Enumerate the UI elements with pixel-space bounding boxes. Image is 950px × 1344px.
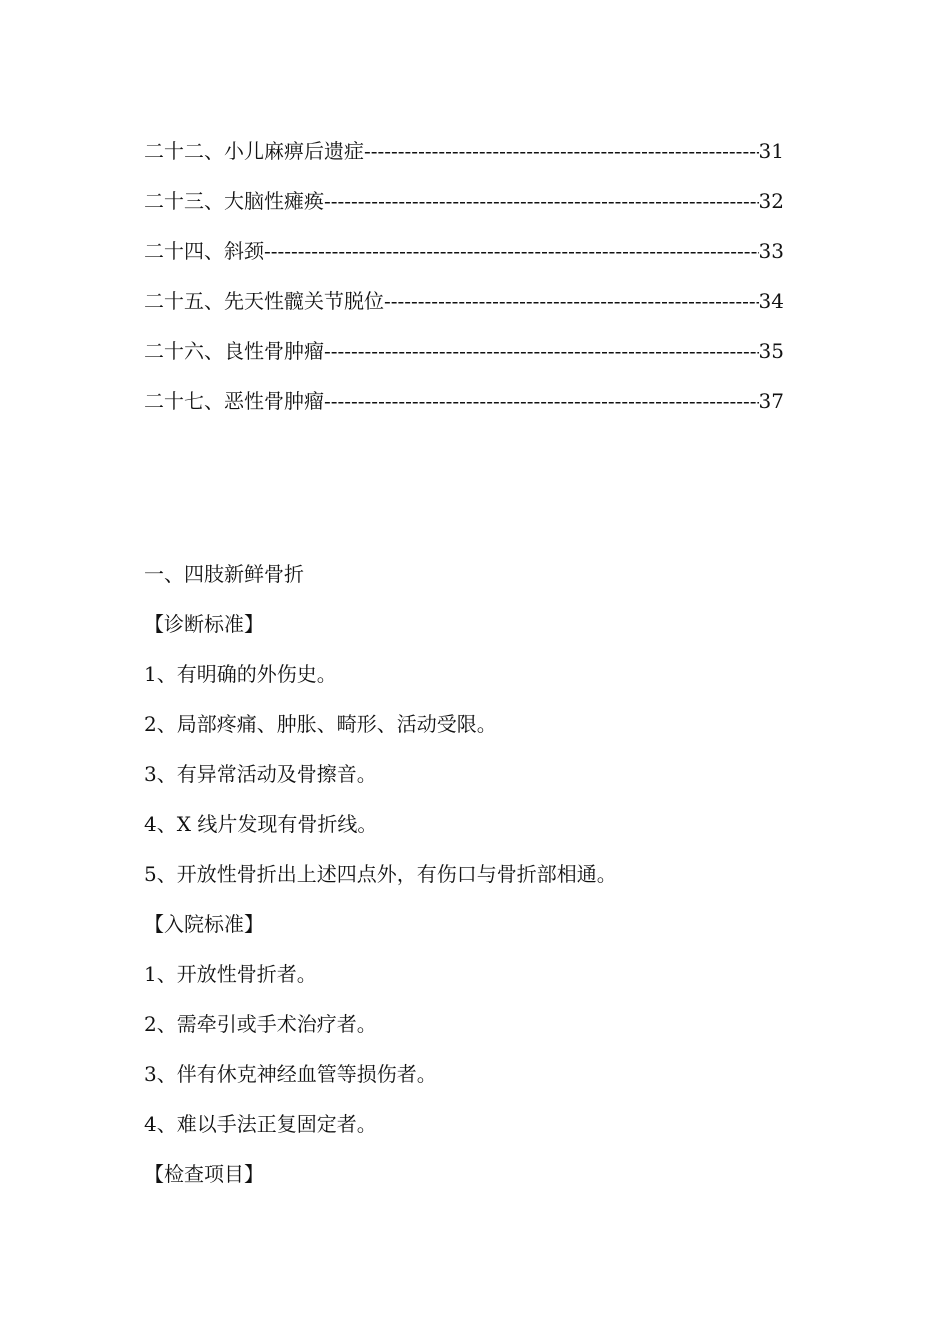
toc-dot-leader [384, 283, 759, 319]
diagnosis-heading: 【诊断标准】 [144, 612, 264, 636]
toc-dot-leader [264, 233, 759, 269]
toc-entry-page: 37 [758, 389, 784, 413]
toc-dot-leader [324, 183, 759, 219]
exam-heading: 【检查项目】 [144, 1162, 264, 1186]
toc-dot-leader [364, 133, 759, 169]
diagnosis-item: 5、开放性骨折出上述四点外，有伤口与骨折部相通。 [144, 862, 617, 886]
toc-entry-label: 二十三、大脑性瘫痪 [144, 189, 324, 213]
admission-item: 3、伴有休克神经血管等损伤者。 [144, 1062, 437, 1086]
diagnosis-item: 1、有明确的外伤史。 [144, 662, 337, 686]
toc-entry-page: 32 [758, 189, 784, 213]
admission-item: 4、难以手法正复固定者。 [144, 1112, 377, 1136]
toc-entry-page: 31 [758, 139, 784, 163]
table-of-contents [144, 133, 784, 433]
toc-entry-page: 34 [758, 289, 784, 313]
toc-entry[interactable] [144, 133, 784, 183]
admission-item: 1、开放性骨折者。 [144, 962, 317, 986]
toc-dot-leader [324, 333, 759, 369]
toc-entry-page: 35 [758, 339, 784, 363]
toc-entry-label: 二十五、先天性髋关节脱位 [144, 289, 384, 313]
toc-entry-label: 二十七、恶性骨肿瘤 [144, 389, 324, 413]
toc-entry-page: 33 [758, 239, 784, 263]
toc-dot-leader [324, 383, 759, 419]
diagnosis-item: 3、有异常活动及骨擦音。 [144, 762, 377, 786]
toc-entry[interactable] [144, 383, 784, 433]
admission-heading: 【入院标准】 [144, 912, 264, 936]
section-title: 一、四肢新鲜骨折 [144, 562, 304, 586]
section-body [144, 556, 804, 1206]
diagnosis-item: 4、X 线片发现有骨折线。 [144, 812, 378, 836]
toc-entry[interactable] [144, 283, 784, 333]
diagnosis-item: 2、局部疼痛、肿胀、畸形、活动受限。 [144, 712, 497, 736]
toc-entry[interactable] [144, 333, 784, 383]
toc-entry[interactable] [144, 233, 784, 283]
toc-entry-label: 二十四、斜颈 [144, 239, 264, 263]
admission-item: 2、需牵引或手术治疗者。 [144, 1012, 377, 1036]
toc-entry[interactable] [144, 183, 784, 233]
toc-entry-label: 二十六、良性骨肿瘤 [144, 339, 324, 363]
toc-entry-label: 二十二、小儿麻痹后遗症 [144, 139, 364, 163]
